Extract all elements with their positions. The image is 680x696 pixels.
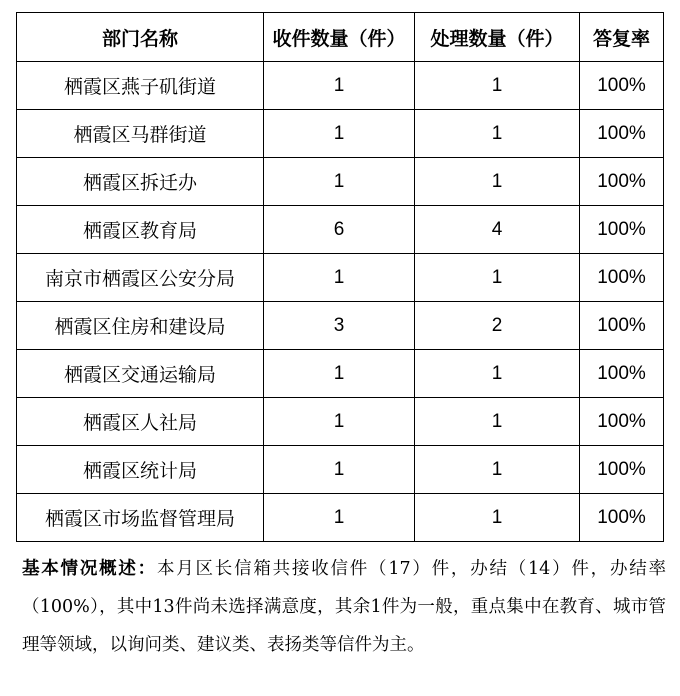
header-received-count: 收件数量（件） [264, 13, 415, 62]
cell-reply-rate: 100% [580, 350, 664, 398]
cell-reply-rate: 100% [580, 206, 664, 254]
cell-reply-rate: 100% [580, 302, 664, 350]
header-handled-count: 处理数量（件） [415, 13, 580, 62]
cell-department: 栖霞区交通运输局 [17, 350, 264, 398]
cell-received-count: 1 [264, 62, 415, 110]
statistics-table [16, 12, 664, 542]
header-department: 部门名称 [17, 13, 264, 62]
cell-handled-count: 1 [415, 494, 580, 542]
cell-department: 栖霞区市场监督管理局 [17, 494, 264, 542]
cell-reply-rate: 100% [580, 158, 664, 206]
cell-reply-rate: 100% [580, 398, 664, 446]
table-header-row [17, 13, 664, 62]
table-row [17, 206, 664, 254]
table-row [17, 254, 664, 302]
summary-paragraph [22, 550, 666, 664]
cell-received-count: 1 [264, 494, 415, 542]
cell-department: 栖霞区住房和建设局 [17, 302, 264, 350]
cell-received-count: 1 [264, 446, 415, 494]
cell-received-count: 6 [264, 206, 415, 254]
cell-reply-rate: 100% [580, 62, 664, 110]
cell-department: 南京市栖霞区公安分局 [17, 254, 264, 302]
table-row [17, 350, 664, 398]
cell-handled-count: 1 [415, 110, 580, 158]
cell-handled-count: 2 [415, 302, 580, 350]
cell-handled-count: 1 [415, 158, 580, 206]
cell-department: 栖霞区教育局 [17, 206, 264, 254]
table-row [17, 158, 664, 206]
cell-handled-count: 1 [415, 254, 580, 302]
cell-handled-count: 1 [415, 350, 580, 398]
table-row [17, 494, 664, 542]
table-row [17, 446, 664, 494]
table-row [17, 110, 664, 158]
cell-received-count: 1 [264, 254, 415, 302]
header-reply-rate: 答复率 [580, 13, 664, 62]
table-row [17, 398, 664, 446]
cell-received-count: 1 [264, 350, 415, 398]
cell-department: 栖霞区拆迁办 [17, 158, 264, 206]
cell-received-count: 1 [264, 398, 415, 446]
cell-department: 栖霞区燕子矶街道 [17, 62, 264, 110]
cell-handled-count: 1 [415, 398, 580, 446]
cell-reply-rate: 100% [580, 110, 664, 158]
cell-reply-rate: 100% [580, 494, 664, 542]
table-row [17, 302, 664, 350]
summary-text: 本月区长信箱共接收信件（17）件，办结（14）件，办结率（100%），其中13件尚未选择满意度，其余1件为一般，重点集中在教育、城市管理等领域，以询问类、建议类、表扬类等信件为主。 [22, 559, 666, 655]
cell-department: 栖霞区人社局 [17, 398, 264, 446]
summary-lead: 基本情况概述： [22, 559, 157, 579]
cell-received-count: 1 [264, 110, 415, 158]
cell-department: 栖霞区马群街道 [17, 110, 264, 158]
cell-handled-count: 4 [415, 206, 580, 254]
cell-received-count: 1 [264, 158, 415, 206]
table-row [17, 62, 664, 110]
cell-received-count: 3 [264, 302, 415, 350]
cell-reply-rate: 100% [580, 446, 664, 494]
cell-department: 栖霞区统计局 [17, 446, 264, 494]
cell-reply-rate: 100% [580, 254, 664, 302]
cell-handled-count: 1 [415, 446, 580, 494]
cell-handled-count: 1 [415, 62, 580, 110]
